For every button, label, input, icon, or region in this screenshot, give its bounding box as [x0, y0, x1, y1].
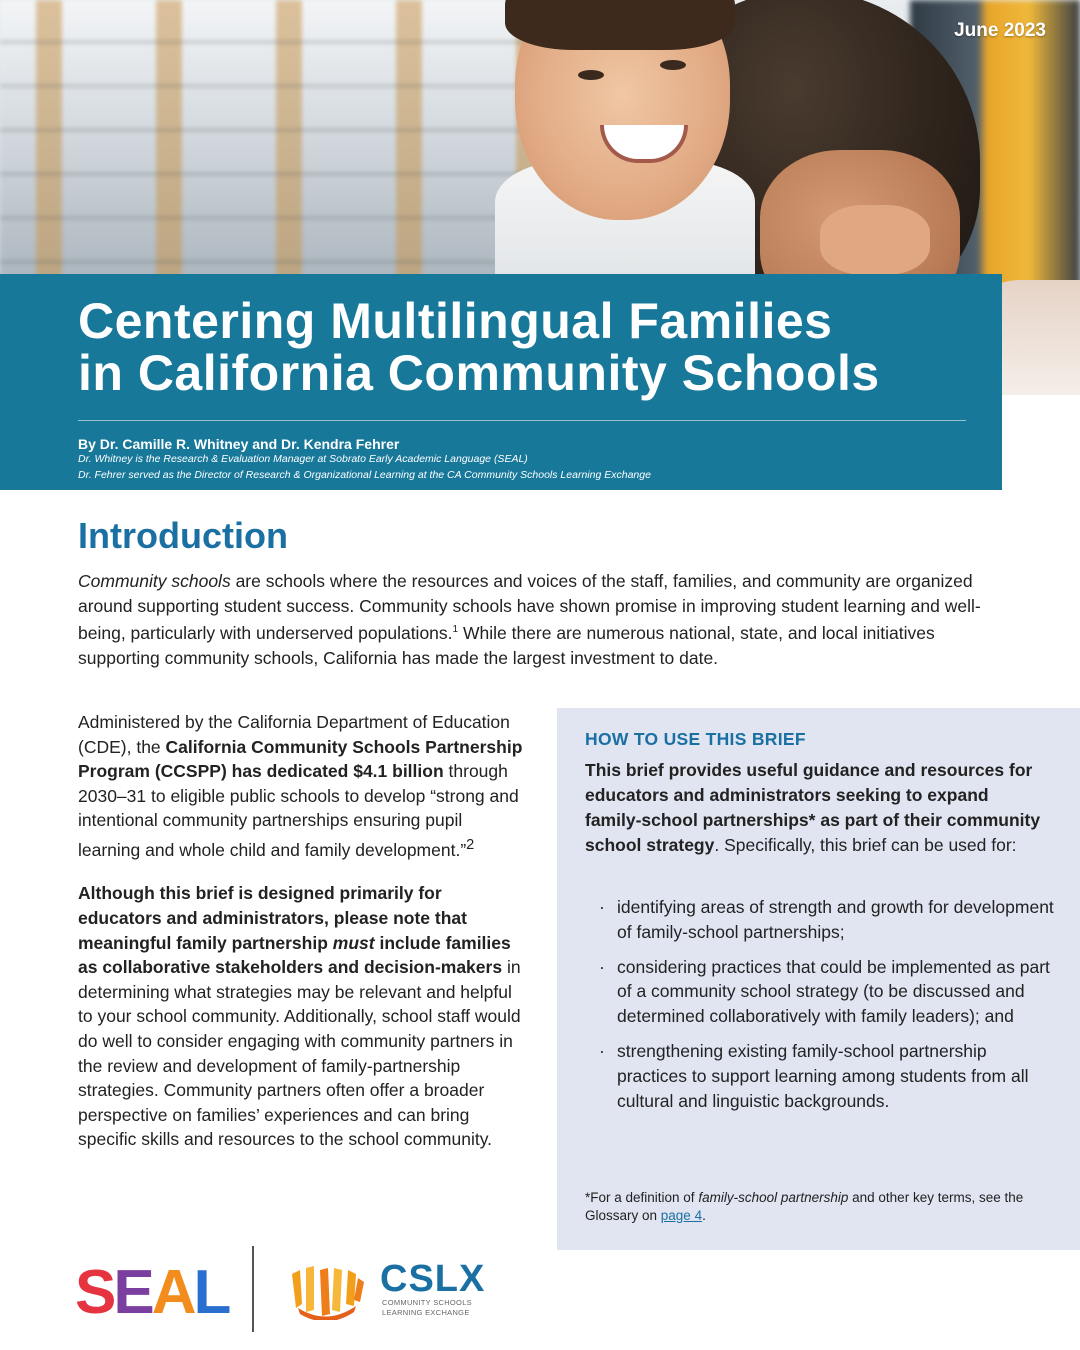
footnote-ref-2: 2: [466, 836, 475, 853]
seal-logo: [75, 1258, 229, 1327]
audience-bold: [78, 883, 511, 977]
audience-text: in determining what strategies may be relevant and helpful to your school community. Additionally, school staff would do well to consider engaging with community partners in the review and development of family-partnership strategies. Community partners often offer a broader perspective on families’ experiences and can bring specific skills and resources to the school community.: [78, 957, 521, 1150]
list-item: [585, 1039, 1055, 1113]
seal-logo-s: S: [75, 1258, 114, 1327]
list-item: [585, 955, 1055, 1029]
list-item-text: strengthening existing family-school partnership practices to support learning among students from all cultural and linguistic backgrounds.: [617, 1040, 1029, 1111]
bullet-icon: ·: [599, 897, 605, 917]
cslx-logo-text: CSLX: [380, 1258, 486, 1300]
photo-child-eye: [660, 60, 686, 70]
author-byline: By Dr. Camille R. Whitney and Dr. Kendra Fehrer: [78, 436, 400, 452]
cslx-logo-subtitle: [382, 1298, 472, 1318]
footnote-period: .: [702, 1208, 706, 1223]
audience-emphasis: must: [332, 932, 375, 953]
ccspp-paragraph: [78, 710, 528, 862]
seal-logo-e: E: [113, 1258, 152, 1327]
audience-bold-2: include families as collaborative stakeholders and decision-makers: [78, 932, 511, 978]
photo-child-arm: [820, 205, 930, 275]
footnote-text: *For a definition of: [585, 1190, 699, 1205]
intro-term: Community schools: [78, 571, 231, 591]
title-line-1: Centering Multilingual Families: [78, 293, 833, 349]
glossary-page-link[interactable]: page 4: [660, 1208, 703, 1223]
bullet-icon: ·: [599, 956, 605, 977]
ccspp-text: Administered by the California Department of Education (CDE), the: [78, 712, 510, 757]
left-column: [78, 710, 528, 1171]
bullet-icon: ·: [599, 1040, 605, 1061]
seal-logo-l: L: [193, 1258, 229, 1327]
photo-child-hair: [505, 0, 735, 50]
how-to-use-heading: HOW TO USE THIS BRIEF: [585, 729, 806, 749]
ccspp-text-continued: through 2030–31 to eligible public schools to develop “strong and intentional community partnerships ensuring pupil learning and whole child and family development.”: [78, 761, 519, 860]
footnote-term: family-school partnership: [698, 1190, 849, 1205]
audience-bold-1: Although this brief is designed primarily for educators and administrators, please note that meaningful family partnership: [78, 883, 467, 953]
author-affiliation-2: Dr. Fehrer served as the Director of Research & Organizational Learning at the CA Community Schools Learning Exchange: [78, 469, 651, 481]
how-to-use-text: . Specifically, this brief can be used for:: [714, 835, 1017, 855]
photo-child-eye: [578, 70, 604, 80]
document-title: [78, 295, 978, 399]
glossary-footnote: [585, 1189, 1045, 1225]
list-item: [585, 895, 1055, 945]
how-to-use-bold: This brief provides useful guidance and resources for educators and administrators seeking to expand family-school partnerships* as part of their community school strategy: [585, 760, 1041, 855]
title-line-2: in California Community Schools: [78, 345, 880, 401]
footnote-ref-1: 1: [452, 624, 459, 636]
cslx-subtitle-line-2: LEARNING EXCHANGE: [382, 1308, 470, 1317]
list-item-text: considering practices that could be implemented as part of a community school strategy (to be discussed and determined collaboratively with family leaders); and: [617, 956, 1050, 1027]
intro-text-continued: While there are numerous national, state, and local initiatives supporting community schools, California has made the largest investment to date.: [78, 623, 935, 668]
how-to-use-intro: [585, 758, 1045, 858]
how-to-use-box: [557, 708, 1080, 1250]
how-to-use-list: [585, 895, 1055, 1123]
title-divider: [78, 420, 966, 421]
intro-paragraph: [78, 569, 1013, 670]
footnote-text-continued: and other key terms, see the Glossary on: [585, 1190, 1024, 1223]
publication-date: June 2023: [954, 20, 1046, 41]
cslx-subtitle-line-1: COMMUNITY SCHOOLS: [382, 1298, 472, 1307]
photo-school-building: [0, 0, 560, 290]
list-item-text: identifying areas of strength and growth for development of family-school partnerships;: [617, 897, 1054, 942]
section-heading-introduction: Introduction: [78, 515, 288, 556]
cslx-hands-icon: [288, 1264, 366, 1320]
logo-divider: [252, 1246, 254, 1332]
author-affiliation-1: Dr. Whitney is the Research & Evaluation Manager at Sobrato Early Academic Language (SEAL): [78, 453, 528, 465]
intro-text: are schools where the resources and voices of the staff, families, and community are organized around supporting student success. Community schools have shown promise in improving student learning and well-being, particularly with underserved populations.: [78, 571, 981, 644]
ccspp-bold: California Community Schools Partnership Program (CCSPP) has dedicated $4.1 billion: [78, 736, 523, 782]
seal-logo-a: A: [151, 1258, 194, 1327]
audience-paragraph: [78, 881, 528, 1152]
